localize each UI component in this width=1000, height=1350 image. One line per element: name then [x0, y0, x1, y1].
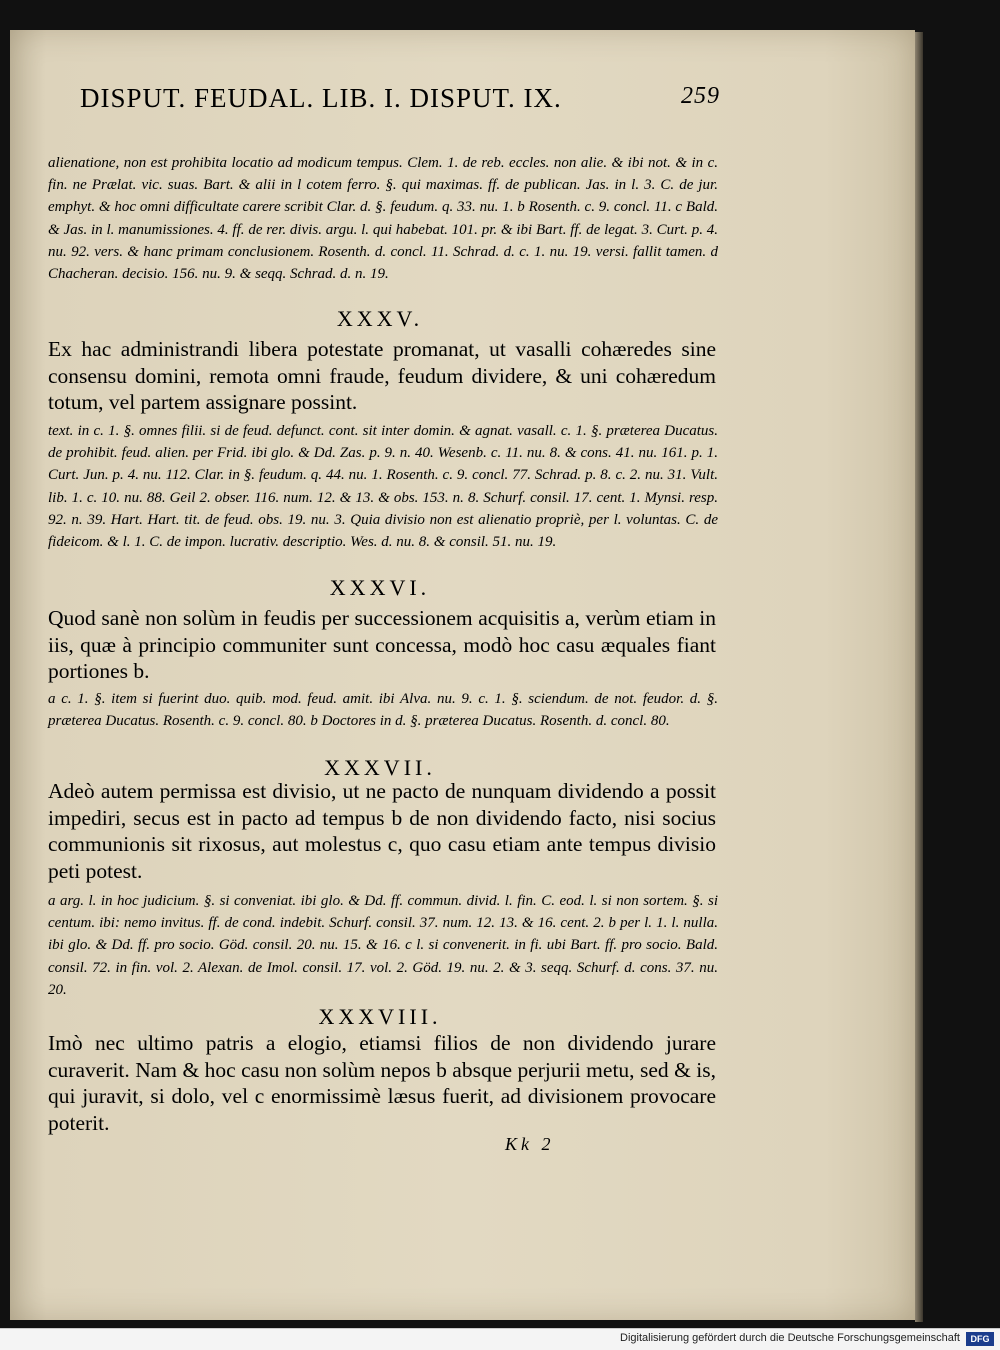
- section-heading-38: XXXVIII.: [318, 1004, 442, 1029]
- running-head: [80, 83, 720, 114]
- section-heading-37: XXXVII.: [324, 755, 436, 780]
- footnote-block-37: [48, 890, 718, 1001]
- footer-bar: [0, 1328, 1000, 1350]
- paragraph-text: Quod sanè non solùm in feudis per successionem acquisitis a, verùm etiam in iis, quæ à principio communiter sunt concessa, modò hoc casu æquales fiant portiones b.: [48, 606, 716, 683]
- section-body-37: [48, 778, 716, 884]
- footnote-text: a c. 1. §. item si fuerint duo. quib. mod. feud. amit. ibi Alva. nu. 9. c. 1. §. sciendum. de not. feudor. d. §. præterea Ducatus. Rosenth. c. 9. concl. 80. b Doctores in d. §. præterea Ducatus. Rosenth. d. concl. 80.: [48, 691, 718, 730]
- footnote-block-top: [48, 152, 718, 285]
- paragraph-text: Adeò autem permissa est divisio, ut ne pacto de nunquam dividendo a possit impediri, secus est in pacto ad tempus b de non dividendo facto, nisi socius communionis sit rixosus, aut molestus c, quo casu etiam ante tempus divisio peti potest.: [48, 779, 716, 883]
- page-number: 259: [681, 83, 720, 109]
- section-body-36: [48, 605, 716, 685]
- footnote-text: text. in c. 1. §. omnes filii. si de feud. defunct. cont. sit inter domin. & agnat. vasall. c. 1. §. præterea Ducatus. de prohibit. feud. alien. per Frid. ibi glo. & Dd. Zas. p. 9. n. 40. Wesenb. c. 11. nu. 8. & cons. 41. nu. 161. p. 1. Curt. Jun. p. 4. nu. 112. Clar. in §. feudum. q. 44. nu. 1. Rosenth. c. 9. concl. 77. Schrad. p. 8. c. 2. nu. 31. Vult. lib. 1. c. 10. nu. 88. Geil 2. obser. 116. num. 12. & 13. & obs. 153. n. 8. Schurf. consil. 17. cent. 1. Mynsi. resp. 92. n. 39. Hart. Hart. tit. de feud. obs. 19. nu. 3. Quia divisio non est alienatio propriè, per l. voluntas. C. de fideicom. & l. 1. C. de impon. lucrativ. descriptio. Wes. d. nu. 8. & consil. 51. nu. 19.: [48, 423, 718, 551]
- paragraph-text: Imò nec ultimo patris a elogio, etiamsi filios de non dividendo jurare curaverit. Nam & hoc casu non solùm nepos b absque perjurii metu, sed & is, qui juravit, si dolo, vel c enormissimè læsus fuerit, ad divisionem provocare poterit.: [48, 1031, 716, 1135]
- page-edge: [915, 32, 923, 1322]
- section-body-38: [48, 1030, 716, 1136]
- dfg-logo-icon: DFG: [966, 1332, 994, 1346]
- footnote-text: alienatione, non est prohibita locatio ad modicum tempus. Clem. 1. de reb. eccles. non alie. & ibi not. & in c. fin. ne Prælat. vic. suas. Bart. & alii in l cotem ferro. §. qui maximas. ff. de publican. Jas. in l. 3. C. de jur. emphyt. & hoc omni difficultate carere scribit Clar. d. §. feudum. q. 33. nu. 1. b Rosenth. c. 9. concl. 11. c Bald. & Jas. in l. manumissiones. 4. ff. de rer. divis. argu. l. qui habebat. 101. pr. & ibi Bart. ff. de legat. 3. Curt. p. 4. nu. 92. vers. & hanc primam conclusionem. Rosenth. d. concl. 11. Schrad. d. c. 1. nu. 19. versi. fallit tamen. d Chacheran. decisio. 156. nu. 9. & seqq. Schrad. d. n. 19.: [48, 155, 718, 283]
- footer-credit: Digitalisierung gefördert durch die Deutsche Forschungsgemeinschaft: [620, 1332, 960, 1344]
- running-head-title: DISPUT. FEUDAL. LIB. I. DISPUT. IX.: [80, 83, 562, 113]
- section-body-35: [48, 336, 716, 416]
- footnote-text: a arg. l. in hoc judicium. §. si conveniat. ibi glo. & Dd. ff. commun. divid. l. fin. C. eod. l. si non sortem. §. si centum. ibi: nemo invitus. ff. de cond. indebit. Schurf. consil. 37. num. 12. 13. & 16. cent. 2. b per l. 1. l. nulla. ibi glo. & Dd. ff. pro socio. Göd. consil. 20. nu. 15. & 16. c l. si convenerit. in fi. ubi Bart. ff. pro socio. Bald. consil. 72. in fin. vol. 2. Alexan. de Imol. consil. 17. vol. 2. Göd. 19. nu. 2. & 3. seqq. Schurf. d. cons. 37. nu. 20.: [48, 893, 718, 998]
- section-heading-36: XXXVI.: [329, 575, 431, 600]
- footnote-block-35: [48, 420, 718, 553]
- signature-mark: Kk 2: [505, 1134, 555, 1154]
- footnote-block-36: [48, 688, 718, 732]
- section-heading-35: XXXV.: [336, 306, 424, 331]
- paragraph-text: Ex hac administrandi libera potestate promanat, ut vasalli cohæredes sine consensu domini, remota omni fraude, feudum dividere, & uni cohæredum totum, vel partem assignare possint.: [48, 337, 716, 414]
